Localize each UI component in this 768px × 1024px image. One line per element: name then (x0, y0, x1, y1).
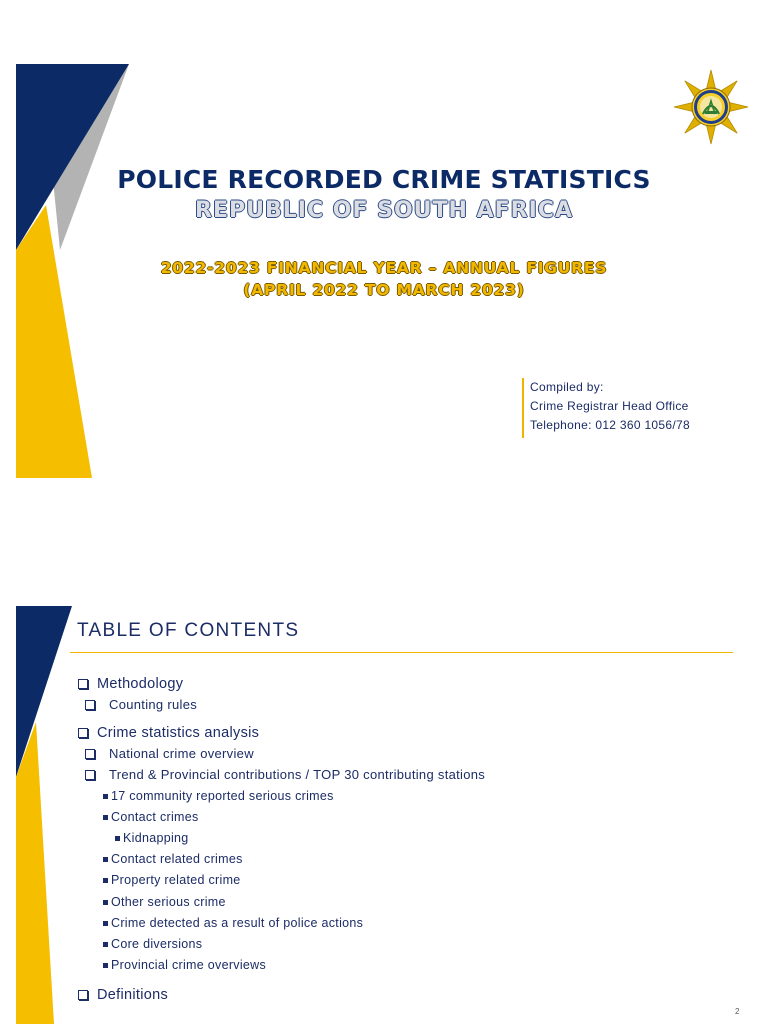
toc-item-label: Other serious crime (111, 895, 226, 909)
toc-item (85, 697, 197, 712)
checkbox-bullet-icon (78, 990, 88, 1000)
square-bullet-icon (103, 963, 108, 968)
toc-item (85, 746, 254, 761)
toc-item (78, 676, 183, 692)
compiled-by-block (522, 378, 690, 438)
toc-item (103, 873, 241, 887)
toc-item (78, 725, 259, 741)
report-title: POLICE RECORDED CRIME STATISTICS (117, 165, 651, 194)
checkbox-bullet-icon (78, 728, 88, 738)
compiled-by-telephone: Telephone: 012 360 1056/78 (530, 418, 690, 432)
toc-item-label: Property related crime (111, 873, 241, 887)
square-bullet-icon (103, 857, 108, 862)
toc-item (103, 958, 266, 972)
square-bullet-icon (103, 921, 108, 926)
toc-item (103, 895, 226, 909)
financial-year-line-1: 2022-2023 FINANCIAL YEAR – ANNUAL FIGURES (160, 259, 608, 277)
toc-item-label: Core diversions (111, 937, 203, 951)
toc-item-label: Crime statistics analysis (97, 725, 260, 741)
checkbox-bullet-icon (85, 749, 95, 759)
toc-item (103, 916, 363, 930)
toc-item-label: Counting rules (109, 697, 198, 712)
toc-item (103, 789, 334, 803)
square-bullet-icon (103, 942, 108, 947)
financial-year-line-2: (APRIL 2022 TO MARCH 2023) (243, 281, 525, 299)
toc-item (78, 987, 168, 1003)
saps-star-badge-icon (672, 68, 750, 146)
contents-slide (0, 512, 768, 1024)
toc-item (103, 810, 199, 824)
gold-band (16, 205, 92, 478)
toc-item-label: Kidnapping (123, 831, 189, 845)
toc-item (103, 937, 202, 951)
toc-title: TABLE OF CONTENTS (77, 620, 300, 641)
toc-item-label: Contact crimes (111, 810, 199, 824)
toc-item (115, 831, 189, 845)
toc-item-label: Definitions (97, 987, 168, 1003)
compiled-by-office: Crime Registrar Head Office (530, 399, 689, 413)
square-bullet-icon (103, 900, 108, 905)
report-subtitle: REPUBLIC OF SOUTH AFRICA (195, 198, 573, 223)
compiled-by-label: Compiled by: (530, 380, 604, 394)
toc-item-label: Methodology (97, 676, 184, 692)
square-bullet-icon (103, 878, 108, 883)
toc-item-label: Contact related crimes (111, 852, 243, 866)
toc-item-label: National crime overview (109, 746, 254, 761)
checkbox-bullet-icon (85, 770, 95, 780)
checkbox-bullet-icon (78, 679, 88, 689)
square-bullet-icon (103, 815, 108, 820)
toc-item-label: Trend & Provincial contributions / TOP 30 contributing stations (109, 767, 486, 782)
toc-item-label: Crime detected as a result of police actions (111, 916, 364, 930)
toc-item-label: 17 community reported serious crimes (111, 789, 334, 803)
page-number: 2 (735, 1007, 740, 1016)
square-bullet-icon (115, 836, 120, 841)
toc-item (103, 852, 243, 866)
square-bullet-icon (103, 794, 108, 799)
toc-item-label: Provincial crime overviews (111, 958, 267, 972)
toc-list (0, 512, 768, 1024)
checkbox-bullet-icon (85, 700, 95, 710)
toc-item (85, 767, 485, 782)
